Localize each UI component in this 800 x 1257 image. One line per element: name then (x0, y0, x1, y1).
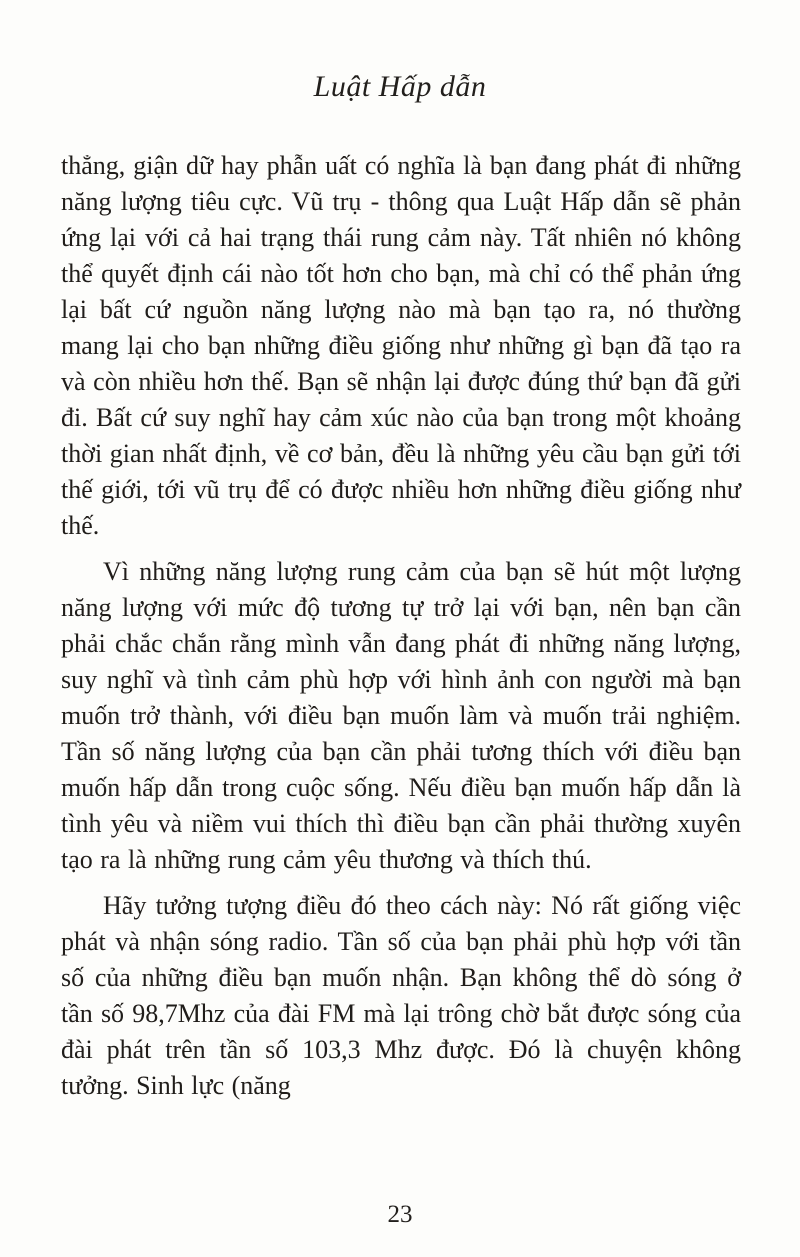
page-body (61, 148, 741, 1114)
page-number: 23 (387, 1201, 413, 1228)
paragraph-1: thẳng, giận dữ hay phẫn uất có nghĩa là bạn đang phát đi những năng lượng tiêu cực. Vũ trụ - thông qua Luật Hấp dẫn sẽ phản ứng lại với cả hai trạng thái rung cảm này. Tất nhiên nó không thể quyết định cái nào tốt hơn cho bạn, mà chỉ có thể phản ứng lại bất cứ nguồn năng lượng nào mà bạn tạo ra, nó thường mang lại cho bạn những điều giống như những gì bạn đã tạo ra và còn nhiều hơn thế. Bạn sẽ nhận lại được đúng thứ bạn đã gửi đi. Bất cứ suy nghĩ hay cảm xúc nào của bạn trong một khoảng thời gian nhất định, về cơ bản, đều là những yêu cầu bạn gửi tới thế giới, tới vũ trụ để có được nhiều hơn những điều giống như thế. (61, 151, 741, 540)
running-header: Luật Hấp dẫn (313, 70, 487, 103)
paragraph-3: Hãy tưởng tượng điều đó theo cách này: Nó rất giống việc phát và nhận sóng radio. Tần số của bạn phải phù hợp với tần số của những điều bạn muốn nhận. Bạn không thể dò sóng ở tần số 98,7Mhz của đài FM mà lại trông chờ bắt được sóng của đài phát trên tần số 103,3 Mhz được. Đó là chuyện không tưởng. Sinh lực (năng (61, 891, 741, 1100)
paragraph-2: Vì những năng lượng rung cảm của bạn sẽ hút một lượng năng lượng với mức độ tương tự trở lại với bạn, nên bạn cần phải chắc chắn rằng mình vẫn đang phát đi những năng lượng, suy nghĩ và tình cảm phù hợp với hình ảnh con người mà bạn muốn trở thành, với điều bạn muốn làm và muốn trải nghiệm. Tần số năng lượng của bạn cần phải tương thích với điều bạn muốn hấp dẫn trong cuộc sống. Nếu điều bạn muốn hấp dẫn là tình yêu và niềm vui thích thì điều bạn cần phải thường xuyên tạo ra là những rung cảm yêu thương và thích thú. (61, 557, 741, 874)
